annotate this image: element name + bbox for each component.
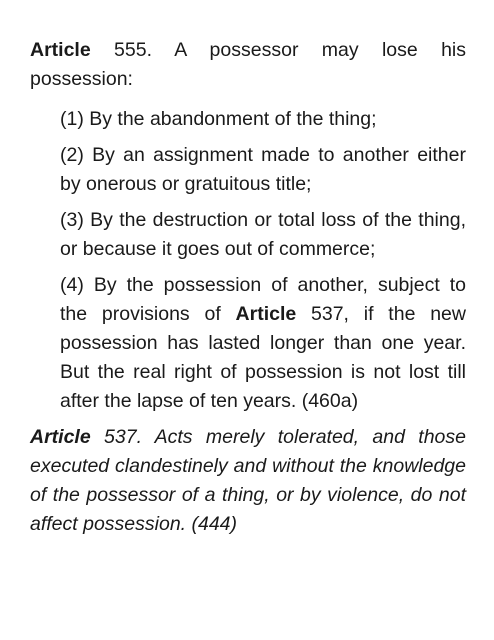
- clause-1: (1) By the abandonment of the thing;: [60, 108, 377, 130]
- article-keyword: Article: [30, 39, 91, 61]
- clause-2: (2) By an assignment made to another either by onerous or gratuitous title;: [60, 144, 466, 195]
- article-keyword: Article: [235, 303, 297, 325]
- document-page: [30, 36, 466, 546]
- article-537-paragraph: [30, 423, 466, 539]
- article-keyword: Article: [30, 426, 91, 448]
- clause-4-text-after: 537, if the new possession has lasted longer than one year. But the real right of possession is not lost till after the lapse of ten years. (460a): [60, 303, 466, 412]
- clause-4-text-before: (4) By the possession of another, subject to the provisions of: [60, 274, 466, 325]
- clause-3: (3) By the destruction or total loss of the thing, or because it goes out of commerce;: [60, 209, 466, 260]
- clause-4: [60, 271, 466, 416]
- article-number: 555.: [90, 39, 153, 61]
- article-537-body: 537. Acts merely tolerated, and those executed clandestinely and without the knowledge of the possessor of a thing, or by violence, do not affect possession. (444): [30, 426, 466, 535]
- article-555-heading: [30, 36, 466, 94]
- article-intro: A possessor may lose his possession:: [30, 39, 467, 90]
